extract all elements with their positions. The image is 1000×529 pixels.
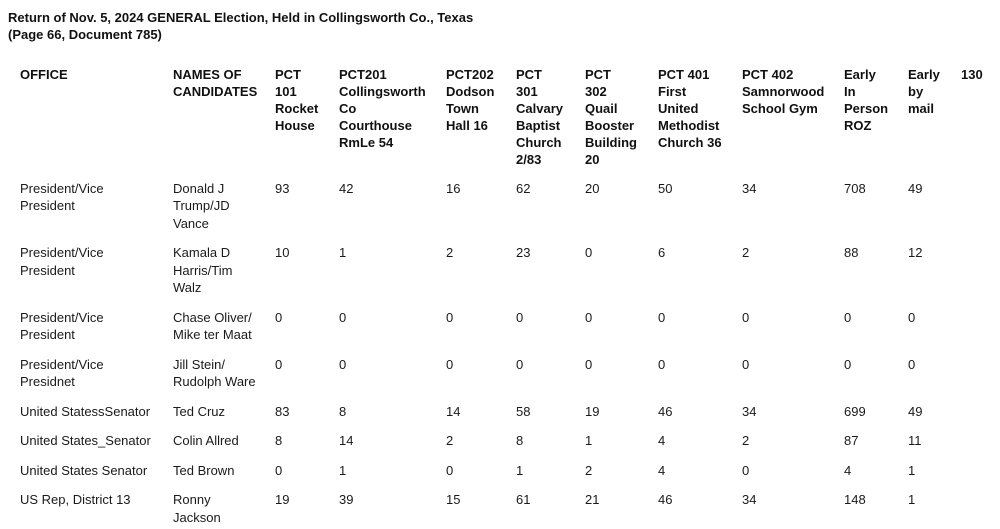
header-early-by-mail: Early by mail (908, 66, 940, 116)
office-cell: United StatessSenator (20, 403, 151, 419)
votes-early-in-person: 4 (844, 462, 852, 478)
votes-pct-101: 0 (275, 356, 283, 372)
office-cell: United States Senator (20, 462, 148, 478)
votes-pct-101: 0 (275, 309, 283, 325)
votes-pct-202: 0 (446, 309, 454, 325)
office-cell: United States_Senator (20, 433, 151, 448)
table-row (20, 238, 996, 303)
votes-pct-201: 0 (339, 309, 347, 325)
candidate-cell: Ted Cruz (173, 403, 226, 419)
votes-pct-101: 19 (275, 492, 290, 507)
votes-pct-401: 0 (658, 356, 666, 372)
votes-pct-301: 61 (516, 492, 531, 507)
votes-pct-201: 8 (339, 403, 347, 419)
votes-early-by-mail: 12 (908, 245, 923, 260)
votes-pct-101: 93 (275, 180, 290, 196)
votes-early-in-person: 0 (844, 309, 852, 325)
office-cell: President/Vice President (20, 309, 104, 342)
table-row (20, 397, 996, 427)
header-office: OFFICE (20, 66, 68, 82)
candidate-cell: Donald J Trump/JD Vance (173, 180, 230, 231)
votes-pct-301: 8 (516, 433, 524, 448)
votes-pct-302: 0 (585, 356, 593, 372)
document-header (8, 9, 473, 43)
document-subtitle: (Page 66, Document 785) (8, 26, 162, 42)
document-title: Return of Nov. 5, 2024 GENERAL Election, Held in Collingsworth Co., Texas (8, 9, 474, 25)
votes-pct-201: 1 (339, 462, 347, 478)
votes-pct-202: 0 (446, 462, 454, 478)
votes-pct-101: 0 (275, 462, 283, 478)
votes-pct-402: 2 (742, 245, 750, 260)
candidate-cell: Ronny Jackson (173, 492, 221, 525)
candidate-cell: Chase Oliver/ Mike ter Maat (173, 309, 252, 342)
votes-early-by-mail: 11 (908, 433, 922, 448)
votes-pct-101: 8 (275, 433, 283, 448)
votes-pct-301: 62 (516, 180, 531, 196)
votes-pct-302: 2 (585, 462, 593, 478)
candidate-cell: Ted Brown (173, 462, 235, 478)
votes-pct-401: 6 (658, 245, 666, 260)
results-table (20, 60, 996, 527)
votes-pct-202: 2 (446, 433, 454, 448)
votes-early-in-person: 87 (844, 433, 859, 448)
votes-pct-401: 0 (658, 309, 666, 325)
table-row (20, 456, 996, 486)
votes-pct-302: 0 (585, 309, 593, 325)
votes-pct-201: 1 (339, 245, 347, 260)
votes-pct-202: 0 (446, 356, 454, 372)
office-cell: President/Vice President (20, 245, 104, 278)
votes-early-in-person: 148 (844, 492, 866, 507)
votes-early-by-mail: 49 (908, 180, 923, 196)
header-row (20, 60, 996, 174)
candidate-cell: Kamala D Harris/Tim Walz (173, 245, 233, 295)
table-row (20, 303, 996, 350)
header-pct-401: PCT 401 First United Methodist Church 36 (658, 66, 722, 150)
votes-pct-101: 10 (275, 245, 290, 260)
header-pct-101: PCT 101 Rocket House (275, 66, 319, 133)
votes-early-in-person: 0 (844, 356, 852, 372)
votes-pct-402: 34 (742, 180, 757, 196)
votes-pct-302: 1 (585, 433, 593, 448)
votes-pct-101: 83 (275, 403, 290, 419)
votes-pct-402: 0 (742, 356, 750, 372)
votes-pct-202: 14 (446, 403, 461, 419)
table-row (20, 174, 996, 239)
office-cell: US Rep, District 13 (20, 492, 131, 507)
votes-pct-401: 50 (658, 180, 673, 196)
candidate-cell: Colin Allred (173, 433, 239, 448)
votes-pct-301: 58 (516, 403, 531, 419)
votes-early-by-mail: 0 (908, 309, 916, 325)
votes-pct-301: 0 (516, 356, 524, 372)
votes-pct-401: 46 (658, 492, 673, 507)
votes-early-in-person: 708 (844, 180, 866, 196)
votes-pct-401: 4 (658, 462, 666, 478)
votes-early-in-person: 88 (844, 245, 859, 260)
header-pct-402: PCT 402 Samnorwood School Gym (742, 66, 825, 116)
votes-pct-401: 46 (658, 403, 673, 419)
header-early-in-person: Early In Person ROZ (844, 66, 889, 133)
votes-pct-202: 16 (446, 180, 461, 196)
votes-pct-301: 1 (516, 462, 524, 478)
candidate-cell: Jill Stein/ Rudolph Ware (173, 356, 256, 389)
votes-pct-402: 0 (742, 309, 750, 325)
votes-pct-301: 23 (516, 245, 531, 260)
votes-pct-401: 4 (658, 433, 666, 448)
header-pct-202: PCT202 Dodson Town Hall 16 (446, 66, 495, 133)
header-130: 130 (961, 66, 983, 82)
votes-early-by-mail: 1 (908, 492, 916, 507)
votes-pct-302: 21 (585, 492, 600, 507)
votes-pct-201: 39 (339, 492, 354, 507)
header-pct-301: PCT 301 Calvary Baptist Church 2/83 (516, 66, 563, 167)
votes-pct-202: 2 (446, 245, 454, 260)
votes-pct-201: 42 (339, 180, 354, 196)
votes-pct-302: 20 (585, 180, 600, 196)
header-pct-201: PCT201 Collingsworth Co Courthouse RmLe 54 (339, 66, 426, 150)
header-pct-302: PCT 302 Quail Booster Building 20 (585, 66, 637, 167)
votes-pct-402: 2 (742, 433, 750, 448)
table-row (20, 485, 996, 526)
votes-early-by-mail: 0 (908, 356, 916, 372)
votes-early-by-mail: 1 (908, 462, 916, 478)
votes-pct-301: 0 (516, 309, 524, 325)
office-cell: President/Vice President (20, 180, 104, 213)
table-row (20, 426, 996, 456)
votes-pct-402: 34 (742, 492, 757, 507)
votes-early-in-person: 699 (844, 403, 866, 419)
votes-pct-402: 0 (742, 462, 750, 478)
votes-pct-202: 15 (446, 492, 461, 507)
votes-pct-201: 14 (339, 433, 354, 448)
votes-pct-302: 19 (585, 403, 600, 419)
votes-pct-201: 0 (339, 356, 347, 372)
office-cell: President/Vice Presidnet (20, 356, 104, 389)
votes-early-by-mail: 49 (908, 403, 923, 419)
votes-pct-402: 34 (742, 403, 757, 419)
votes-pct-302: 0 (585, 245, 593, 260)
table-row (20, 350, 996, 397)
header-names-of-candidates: NAMES OF CANDIDATES (173, 66, 258, 99)
